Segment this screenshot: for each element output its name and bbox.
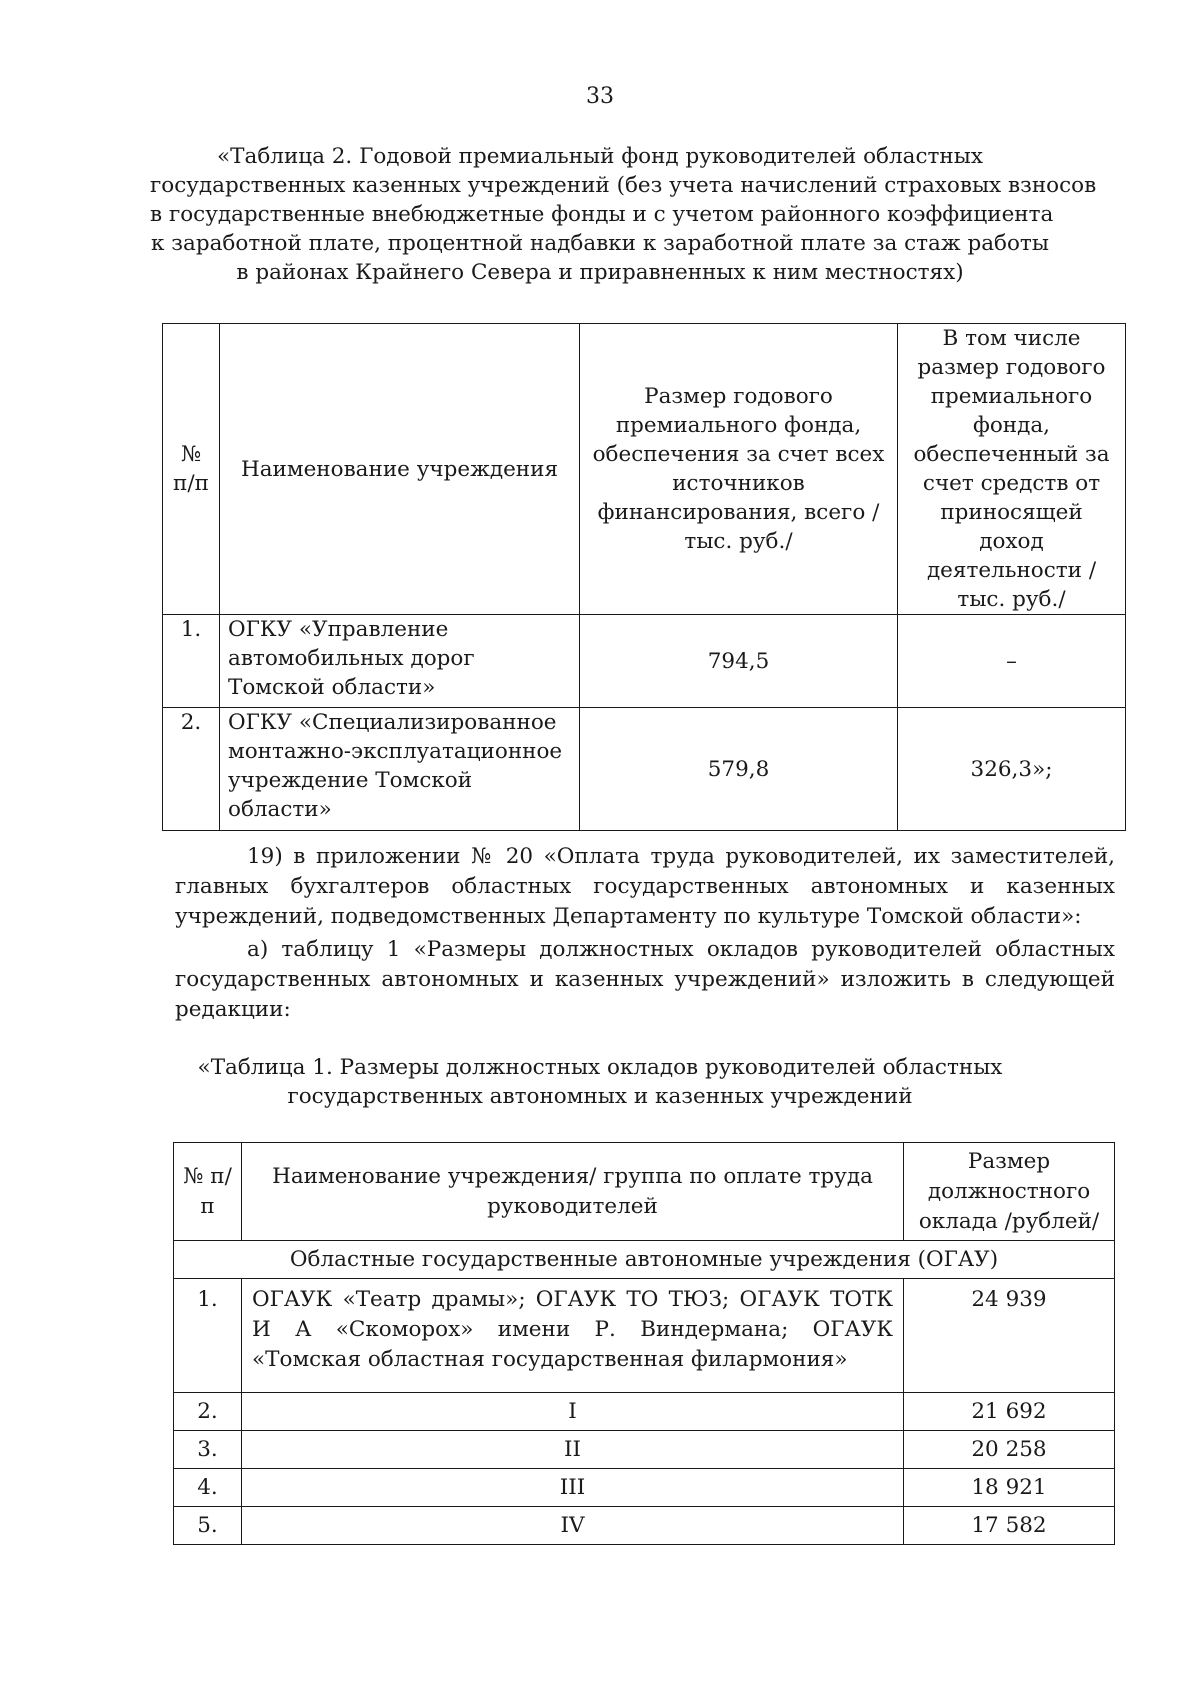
paragraph-line: редакции: (175, 997, 291, 1022)
row-name: III (242, 1469, 904, 1507)
row-income: 326,3»; (898, 708, 1126, 831)
row-num: 2. (163, 708, 220, 831)
header-income-fund: В том числе размер годового премиального фонда, обеспеченный за счет средств от приносящей доход деятельности /тыс. руб./ (898, 324, 1126, 615)
table1 (173, 1142, 1115, 1545)
row-num: 2. (174, 1393, 242, 1431)
paragraph-line: главных бухгалтеров областных государственных автономных и казенных (175, 874, 1115, 899)
row-income: – (898, 615, 1126, 708)
caption-line: в районах Крайнего Севера и приравненных к ним местностях) (236, 260, 964, 285)
page-number: 33 (586, 84, 614, 109)
paragraph-19 (175, 842, 1115, 932)
row-salary: 21 692 (904, 1393, 1115, 1431)
header-total-fund: Размер годового премиального фонда, обеспечения за счет всех источников финансирования, всего /тыс. руб./ (580, 324, 898, 615)
paragraph-line: а) таблицу 1 «Размеры должностных окладов руководителей областных (247, 937, 1115, 962)
caption-line: «Таблица 1. Размеры должностных окладов руководителей областных (197, 1055, 1003, 1080)
row-name: I (242, 1393, 904, 1431)
table1-caption (150, 1053, 1050, 1111)
table-row (174, 1469, 1115, 1507)
row-salary: 24 939 (904, 1279, 1115, 1393)
row-num: 1. (174, 1279, 242, 1393)
header-salary: Размер должностного оклада /рублей/ (904, 1143, 1115, 1241)
header-num: № п/п (163, 324, 220, 615)
table-row (163, 615, 1126, 708)
table-row (163, 708, 1126, 831)
table2-caption (150, 142, 1097, 287)
table-row (174, 1393, 1115, 1431)
caption-line: к заработной плате, процентной надбавки к заработной плате за стаж работы (151, 231, 1049, 256)
caption-line: государственных казенных учреждений (без учета начислений страховых взносов (150, 173, 1097, 198)
table-header-row (174, 1143, 1115, 1241)
paragraph-line: государственных автономных и казенных учреждений» изложить в следующей (175, 967, 1115, 992)
row-salary: 18 921 (904, 1469, 1115, 1507)
table2 (162, 323, 1126, 831)
caption-line: в государственные внебюджетные фонды и с учетом районного коэффициента (150, 202, 1054, 227)
row-num: 1. (163, 615, 220, 708)
row-num: 4. (174, 1469, 242, 1507)
header-num: № п/п (174, 1143, 242, 1241)
table-row (174, 1507, 1115, 1545)
table-header-row (163, 324, 1126, 615)
row-name: II (242, 1431, 904, 1469)
paragraph-line: 19) в приложении № 20 «Оплата труда руководителей, их заместителей, (247, 844, 1115, 869)
header-name: Наименование учреждения/ группа по оплате труда руководителей (242, 1143, 904, 1241)
row-name: ОГАУК «Театр драмы»; ОГАУК ТО ТЮЗ; ОГАУК ТОТК И А «Скоморох» имени Р. Виндермана; ОГАУК «Томская областная государственная филармония» (242, 1279, 904, 1393)
group-row (174, 1241, 1115, 1279)
table-row (174, 1431, 1115, 1469)
row-salary: 20 258 (904, 1431, 1115, 1469)
table-row (174, 1279, 1115, 1393)
row-total: 794,5 (580, 615, 898, 708)
caption-line: государственных автономных и казенных учреждений (287, 1084, 913, 1109)
group-title: Областные государственные автономные учреждения (ОГАУ) (174, 1241, 1115, 1279)
row-num: 5. (174, 1507, 242, 1545)
row-name: IV (242, 1507, 904, 1545)
row-salary: 17 582 (904, 1507, 1115, 1545)
row-name: ОГКУ «Управление автомобильных дорог Томской области» (220, 615, 580, 708)
row-total: 579,8 (580, 708, 898, 831)
header-name: Наименование учреждения (220, 324, 580, 615)
row-name: ОГКУ «Специализированное монтажно-эксплуатационное учреждение Томской области» (220, 708, 580, 831)
row-num: 3. (174, 1431, 242, 1469)
paragraph-a (175, 935, 1115, 1025)
caption-line: «Таблица 2. Годовой премиальный фонд руководителей областных (217, 144, 983, 169)
paragraph-line: учреждений, подведомственных Департаменту по культуре Томской области»: (175, 904, 1082, 929)
